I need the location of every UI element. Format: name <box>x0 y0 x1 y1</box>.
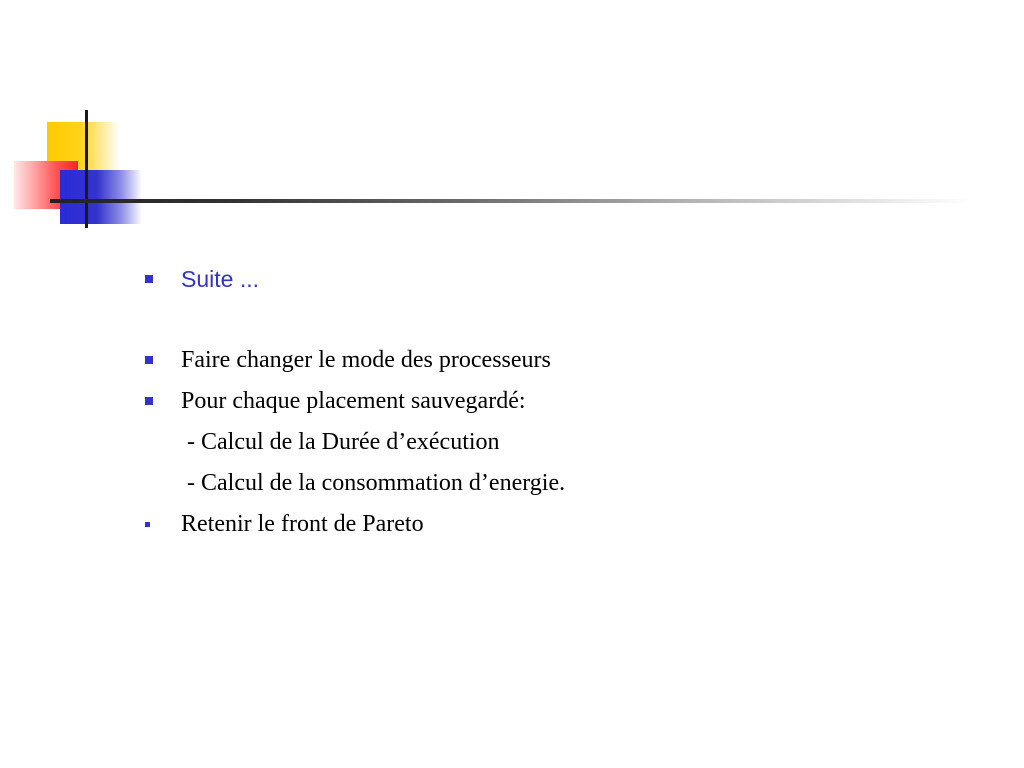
square-bullet-icon <box>145 522 150 527</box>
square-bullet-icon <box>145 397 153 405</box>
list-item-text: Pour chaque placement sauvegardé: <box>181 388 526 414</box>
list-item-text: - Calcul de la consommation d’energie. <box>187 470 566 496</box>
square-bullet-icon <box>145 356 153 364</box>
list-item-text: Retenir le front de Pareto <box>181 511 424 537</box>
list-item-text: Suite ... <box>181 266 259 292</box>
list-item-text: Faire changer le mode des processeurs <box>181 347 551 373</box>
vertical-rule <box>85 110 88 228</box>
list-item-text: - Calcul de la Durée d’exécution <box>187 429 500 455</box>
title-divider <box>50 199 970 203</box>
blue-square-icon <box>60 170 142 224</box>
square-bullet-icon <box>145 275 153 283</box>
